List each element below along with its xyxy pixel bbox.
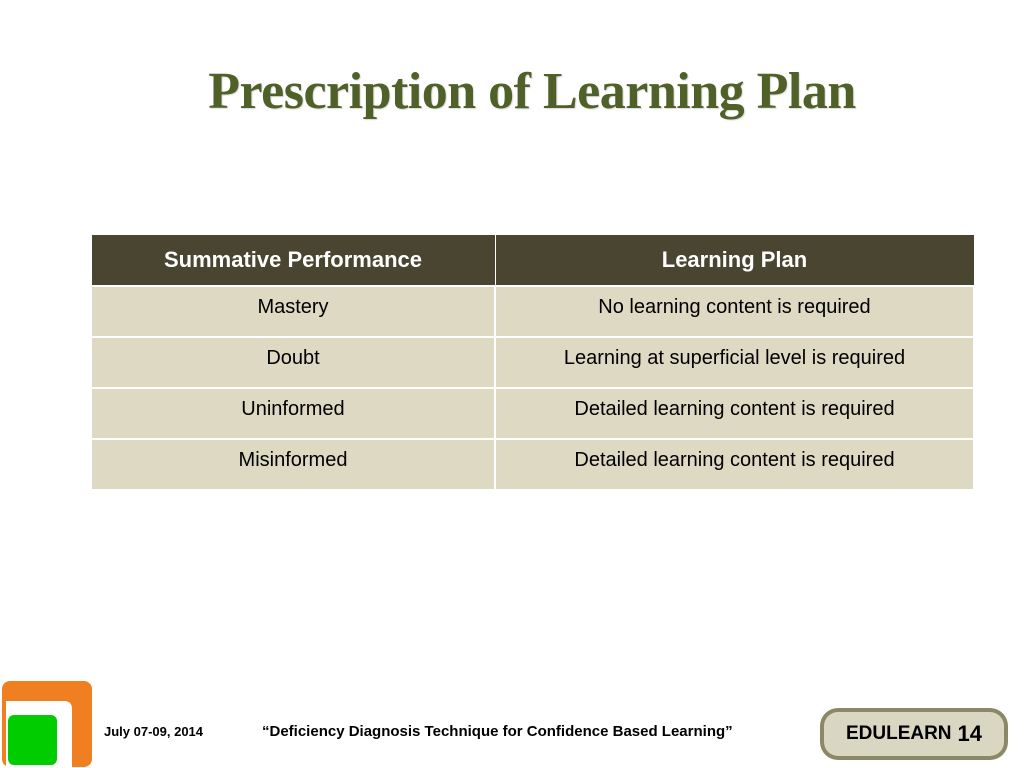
logo-green-square (8, 715, 57, 765)
slide-title: Prescription of Learning Plan (208, 63, 856, 120)
badge-name: EDULEARN (845, 723, 952, 744)
badge-number: 14 (957, 721, 983, 746)
footer-paper-title: “Deficiency Diagnosis Technique for Confidence Based Learning” (262, 723, 733, 740)
conference-logo (2, 681, 92, 767)
performance-cell: Doubt (91, 337, 495, 388)
table-row (91, 337, 974, 388)
table-row (91, 286, 974, 337)
table-row (91, 388, 974, 439)
learning-plan-cell: No learning content is required (495, 286, 974, 337)
footer-date: July 07-09, 2014 (104, 724, 204, 739)
performance-cell: Misinformed (91, 439, 495, 490)
column-header-learning-plan: Learning Plan (495, 235, 974, 286)
learning-plan-table (90, 234, 975, 491)
table-row (91, 439, 974, 490)
learning-plan-cell: Detailed learning content is required (495, 439, 974, 490)
learning-plan-cell: Detailed learning content is required (495, 388, 974, 439)
performance-cell: Uninformed (91, 388, 495, 439)
edulearn-badge (820, 708, 1008, 760)
edulearn-badge-inner (824, 712, 1004, 756)
performance-cell: Mastery (91, 286, 495, 337)
learning-plan-cell: Learning at superficial level is required (495, 337, 974, 388)
column-header-summative-performance: Summative Performance (91, 235, 495, 286)
table-header-row (91, 235, 974, 286)
